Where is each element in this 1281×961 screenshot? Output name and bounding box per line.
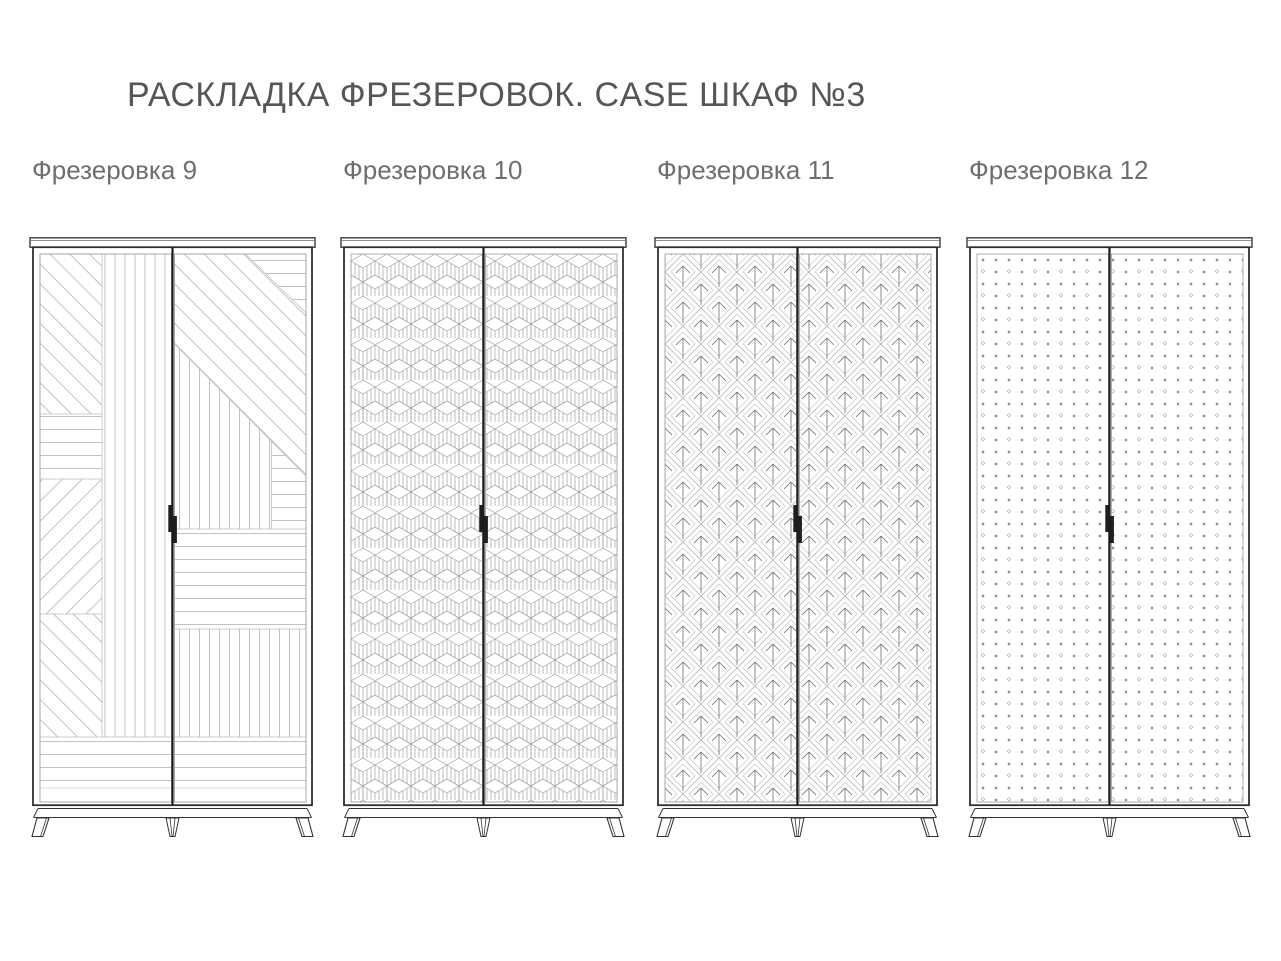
milling-label-10: Фрезеровка 10 [343, 155, 523, 185]
milling-label-12: Фрезеровка 12 [969, 155, 1149, 185]
milling-label-9: Фрезеровка 9 [32, 155, 198, 185]
wardrobe-drawing-milling-9 [29, 237, 316, 837]
wardrobe-drawing-milling-11 [654, 237, 941, 837]
milling-label-11: Фрезеровка 11 [657, 155, 835, 185]
wardrobe-drawing-milling-12 [966, 237, 1253, 837]
wardrobe-figure-2 [340, 155, 627, 837]
wardrobe-figure-4 [966, 155, 1253, 837]
page-title: РАСКЛАДКА ФРЕЗЕРОВОК. CASE ШКАФ №3 [127, 76, 866, 114]
wardrobe-figure-3 [654, 155, 941, 837]
wardrobe-drawing-milling-10 [340, 237, 627, 837]
wardrobe-figure-1 [29, 155, 316, 837]
